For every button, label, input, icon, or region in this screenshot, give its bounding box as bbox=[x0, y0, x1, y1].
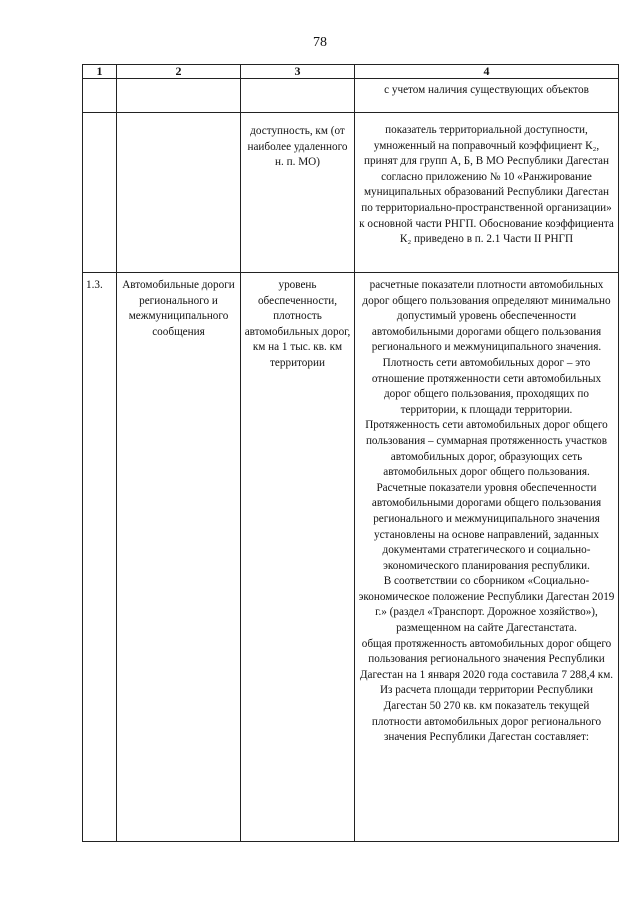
table-row bbox=[83, 79, 619, 113]
header-col-3: 3 bbox=[241, 65, 355, 79]
justification-paragraph: показатель территориальной доступности, умноженный на поправочный коэффициент К₂, принят для групп А, Б, В МО Республики Дагестан согласно приложению № 10 «Ранжирование муниципальных образований Республики Дагестан по территориально-пространственной организации» к основной части РНГП. Обоснование коэффициента К₂ приведено в п. 2.1 Части II РНГП bbox=[359, 124, 614, 246]
justification-paragraph: Протяженность сети автомобильных дорог общего пользования – суммарная протяженность участков автомобильных дорог, образующих сеть автомобильных дорог общего пользования. bbox=[365, 419, 608, 479]
justification-paragraph: расчетные показатели плотности автомобильных дорог общего пользования определяют минимально допустимый уровень обеспеченности автомобильными дорогами общего пользования регионального и межмуниципального значения. bbox=[362, 279, 611, 354]
cell-object bbox=[117, 113, 241, 273]
cell-number: 1.3. bbox=[83, 273, 117, 842]
table-row bbox=[83, 273, 619, 842]
justification-paragraph: с учетом наличия существующих объектов bbox=[384, 84, 589, 96]
cell-justification bbox=[355, 113, 619, 273]
justification-paragraph: Из расчета площади территории Республики Дагестан 50 270 кв. км показатель текущей плотности автомобильных дорог регионального значения Республики Дагестан составляет: bbox=[371, 684, 602, 744]
cell-justification bbox=[355, 273, 619, 842]
header-col-1: 1 bbox=[83, 65, 117, 79]
cell-object: Автомобильные дороги регионального и межмуниципального сообщения bbox=[117, 273, 241, 842]
justification-paragraph: общая протяженность автомобильных дорог общего пользования регионального значения Республики Дагестан на 1 января 2020 года составила 7 288,4 км. bbox=[359, 637, 614, 681]
cell-justification bbox=[355, 79, 619, 113]
justification-paragraph: Плотность сети автомобильных дорог – это отношение протяженности сети автомобильных дорог общего пользования, проходящих по территории, к площади территории. bbox=[371, 356, 602, 416]
table-row bbox=[83, 113, 619, 273]
header-col-2: 2 bbox=[117, 65, 241, 79]
cell-indicator bbox=[241, 79, 355, 113]
norms-table bbox=[82, 64, 619, 842]
cell-number bbox=[83, 79, 117, 113]
cell-indicator: доступность, км (от наиболее удаленного н. п. МО) bbox=[241, 113, 355, 273]
page-number: 78 bbox=[313, 35, 327, 50]
cell-indicator: уровень обеспеченности, плотность автомобильных дорог, км на 1 тыс. кв. км территории bbox=[241, 273, 355, 842]
header-col-4: 4 bbox=[355, 65, 619, 79]
justification-paragraph: В соответствии со сборником «Социально-экономическое положение Республики Дагестан 2019 г.» (раздел «Транспорт. Дорожное хозяйство»), размещенном на сайте Дагестанстата. bbox=[358, 575, 615, 635]
justification-paragraph: Расчетные показатели уровня обеспеченности автомобильными дорогами общего пользования регионального и межмуниципального значения установлены на основе направлений, заданных документами стратегического и социально-экономического планирования республики. bbox=[371, 481, 602, 572]
cell-object bbox=[117, 79, 241, 113]
table-header-row bbox=[83, 65, 619, 79]
cell-number bbox=[83, 113, 117, 273]
